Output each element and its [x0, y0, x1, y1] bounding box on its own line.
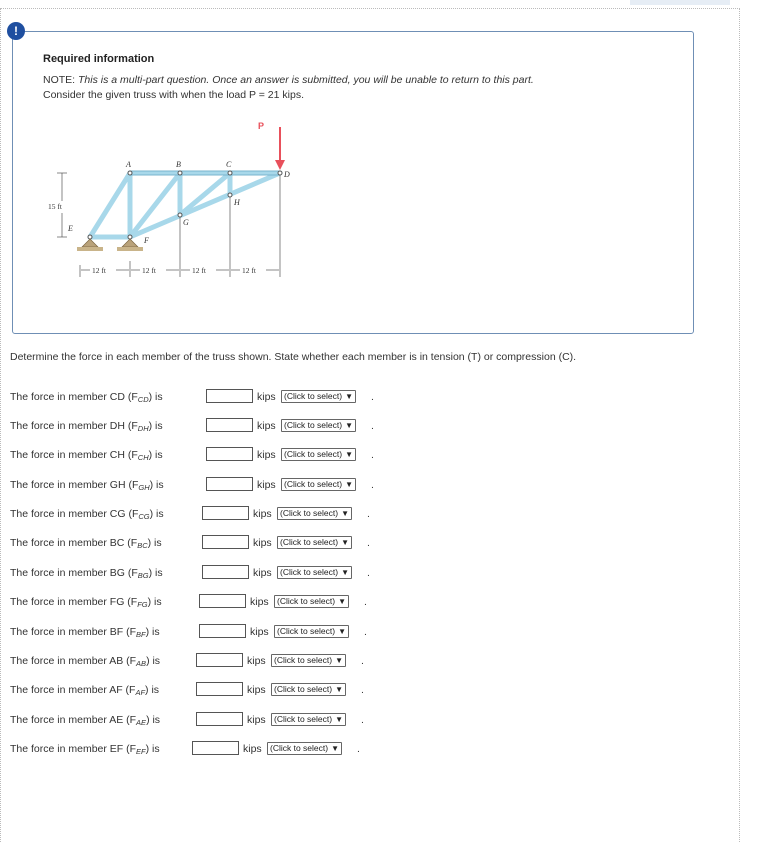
force-input-ef[interactable] [192, 741, 239, 755]
unit-label: kips [253, 508, 272, 520]
chevron-down-icon: ▼ [341, 509, 350, 518]
member-subscript: DH [137, 424, 149, 433]
unit-label: kips [247, 655, 266, 667]
exclamation-icon: ! [7, 22, 25, 40]
tension-compression-select[interactable] [281, 448, 356, 461]
chevron-down-icon: ▼ [331, 744, 340, 753]
member-subscript: BG [137, 571, 149, 580]
unit-label: kips [253, 537, 272, 549]
force-input-bg[interactable] [202, 565, 249, 579]
member-subscript: EF [136, 747, 146, 756]
period: . [361, 714, 364, 726]
period: . [364, 626, 367, 638]
answer-row-af [10, 682, 370, 698]
member-text: The force in member AE (F [10, 714, 137, 726]
tension-compression-select[interactable] [277, 536, 352, 549]
load-label: P [258, 121, 265, 131]
member-text: The force in member DH (F [10, 420, 138, 432]
member-subscript: CH [137, 453, 149, 462]
member-subscript: AE [136, 718, 147, 727]
select-value: (Click to select) [274, 714, 333, 724]
force-input-ae[interactable] [196, 712, 243, 726]
spacing-label-1: 12 ft [92, 266, 106, 275]
answer-row-bc [10, 535, 370, 551]
node-label-a: A [126, 160, 131, 169]
member-text: The force in member CG (F [10, 508, 139, 520]
tension-compression-select[interactable] [281, 390, 356, 403]
select-value: (Click to select) [284, 449, 343, 459]
chevron-down-icon: ▼ [341, 538, 350, 547]
member-tail: ) is [146, 655, 161, 667]
member-tail: ) is [145, 684, 160, 696]
tension-compression-select[interactable] [274, 625, 349, 638]
member-text: The force in member CD (F [10, 391, 138, 403]
chevron-down-icon: ▼ [338, 597, 347, 606]
member-tail: ) is [148, 449, 163, 461]
frame-border-top [0, 8, 740, 9]
member-label [10, 508, 164, 521]
tension-compression-select[interactable] [267, 742, 342, 755]
member-text: The force in member BF (F [10, 626, 137, 638]
member-label [10, 596, 162, 609]
unit-label: kips [247, 684, 266, 696]
node-label-d: D [284, 170, 290, 179]
force-input-ch[interactable] [206, 447, 253, 461]
note-label: NOTE: [43, 74, 76, 86]
force-input-cg[interactable] [202, 506, 249, 520]
chevron-down-icon: ▼ [338, 627, 347, 636]
tension-compression-select[interactable] [271, 683, 346, 696]
required-info-heading: Required information [43, 53, 155, 65]
answer-row-cg [10, 506, 370, 522]
member-subscript: CD [137, 395, 149, 404]
chevron-down-icon: ▼ [345, 421, 354, 430]
answer-row-ch [10, 447, 374, 463]
spacing-label-2: 12 ft [142, 266, 156, 275]
member-tail: ) is [147, 537, 162, 549]
member-label [10, 626, 160, 639]
force-input-dh[interactable] [206, 418, 253, 432]
member-tail: ) is [145, 743, 160, 755]
unit-label: kips [257, 449, 276, 461]
chevron-down-icon: ▼ [335, 685, 344, 694]
member-label [10, 391, 163, 404]
member-tail: ) is [148, 391, 163, 403]
select-value: (Click to select) [270, 743, 329, 753]
frame-border-left [0, 8, 1, 842]
select-value: (Click to select) [274, 655, 333, 665]
unit-label: kips [257, 479, 276, 491]
chevron-down-icon: ▼ [341, 568, 350, 577]
frame-border-right [739, 8, 740, 842]
member-text: The force in member GH (F [10, 479, 139, 491]
unit-label: kips [250, 626, 269, 638]
member-tail: ) is [149, 508, 164, 520]
period: . [371, 420, 374, 432]
select-value: (Click to select) [277, 626, 336, 636]
question-text: Determine the force in each member of the truss shown. State whether each member is in tension (T) or compression (C). [10, 351, 577, 363]
spacing-label-3: 12 ft [192, 266, 206, 275]
tension-compression-select[interactable] [277, 507, 352, 520]
top-bar [630, 0, 730, 5]
member-tail: ) is [145, 626, 160, 638]
chevron-down-icon: ▼ [345, 392, 354, 401]
period: . [371, 479, 374, 491]
select-value: (Click to select) [284, 479, 343, 489]
truss-nodes [88, 171, 282, 239]
support-pins [77, 239, 143, 251]
member-subscript: FG [137, 600, 148, 609]
force-input-gh[interactable] [206, 477, 253, 491]
member-text: The force in member AF (F [10, 684, 136, 696]
node-label-g: G [183, 218, 189, 227]
member-tail: ) is [149, 479, 164, 491]
consider-text: Consider the given truss with when the load P = 21 kips. [43, 89, 304, 101]
member-subscript: GH [138, 483, 150, 492]
answer-row-ae [10, 712, 370, 728]
force-input-af[interactable] [196, 682, 243, 696]
member-label [10, 655, 160, 668]
select-value: (Click to select) [280, 508, 339, 518]
member-subscript: CG [138, 512, 150, 521]
tension-compression-select[interactable] [274, 595, 349, 608]
member-text: The force in member BG (F [10, 567, 138, 579]
truss-members [90, 173, 280, 237]
period: . [371, 449, 374, 461]
height-label: 15 ft [48, 202, 62, 211]
node-label-h: H [234, 198, 240, 207]
unit-label: kips [250, 596, 269, 608]
chevron-down-icon: ▼ [335, 715, 344, 724]
select-value: (Click to select) [284, 391, 343, 401]
force-input-cd[interactable] [206, 389, 253, 403]
answer-row-cd [10, 389, 374, 405]
tension-compression-select[interactable] [281, 478, 356, 491]
member-subscript: AF [135, 688, 146, 697]
member-tail: ) is [148, 567, 163, 579]
select-value: (Click to select) [284, 420, 343, 430]
member-tail: ) is [147, 596, 162, 608]
member-subscript: BF [136, 630, 146, 639]
unit-label: kips [253, 567, 272, 579]
period: . [361, 684, 364, 696]
period: . [364, 596, 367, 608]
member-label [10, 567, 163, 580]
load-arrow [275, 127, 285, 170]
select-value: (Click to select) [274, 684, 333, 694]
period: . [367, 508, 370, 520]
node-label-c: C [226, 160, 232, 169]
member-label [10, 420, 163, 433]
member-text: The force in member AB (F [10, 655, 137, 667]
member-tail: ) is [148, 420, 163, 432]
member-label [10, 684, 159, 697]
member-tail: ) is [146, 714, 161, 726]
member-label [10, 743, 160, 756]
unit-label: kips [257, 391, 276, 403]
select-value: (Click to select) [277, 596, 336, 606]
period: . [371, 391, 374, 403]
force-input-fg[interactable] [199, 594, 246, 608]
note-body: This is a multi-part question. Once an answer is submitted, you will be unable to return to this part. [78, 74, 534, 86]
tension-compression-select[interactable] [277, 566, 352, 579]
answer-row-ab [10, 653, 370, 669]
node-label-f: F [144, 236, 149, 245]
spacing-label-4: 12 ft [242, 266, 256, 275]
member-label [10, 537, 162, 550]
select-value: (Click to select) [280, 537, 339, 547]
member-text: The force in member BC (F [10, 537, 138, 549]
member-subscript: AB [136, 659, 147, 668]
select-value: (Click to select) [280, 567, 339, 577]
unit-label: kips [243, 743, 262, 755]
force-input-ab[interactable] [196, 653, 243, 667]
period: . [367, 567, 370, 579]
unit-label: kips [257, 420, 276, 432]
member-label [10, 449, 163, 462]
node-label-e: E [68, 224, 73, 233]
tension-compression-select[interactable] [281, 419, 356, 432]
member-text: The force in member FG (F [10, 596, 138, 608]
answer-row-ef [10, 741, 370, 757]
answer-row-bf [10, 624, 370, 640]
truss-diagram [40, 115, 300, 285]
node-label-b: B [176, 160, 181, 169]
period: . [357, 743, 360, 755]
answer-row-fg [10, 594, 370, 610]
chevron-down-icon: ▼ [345, 480, 354, 489]
answer-row-gh [10, 477, 374, 493]
member-label [10, 714, 160, 727]
member-subscript: BC [137, 541, 148, 550]
chevron-down-icon: ▼ [345, 450, 354, 459]
tension-compression-select[interactable] [271, 713, 346, 726]
answer-row-dh [10, 418, 374, 434]
chevron-down-icon: ▼ [335, 656, 344, 665]
tension-compression-select[interactable] [271, 654, 346, 667]
member-label [10, 479, 164, 492]
force-input-bf[interactable] [199, 624, 246, 638]
member-text: The force in member EF (F [10, 743, 137, 755]
unit-label: kips [247, 714, 266, 726]
force-input-bc[interactable] [202, 535, 249, 549]
answer-row-bg [10, 565, 370, 581]
member-text: The force in member CH (F [10, 449, 138, 461]
period: . [367, 537, 370, 549]
note-text [43, 74, 534, 86]
period: . [361, 655, 364, 667]
